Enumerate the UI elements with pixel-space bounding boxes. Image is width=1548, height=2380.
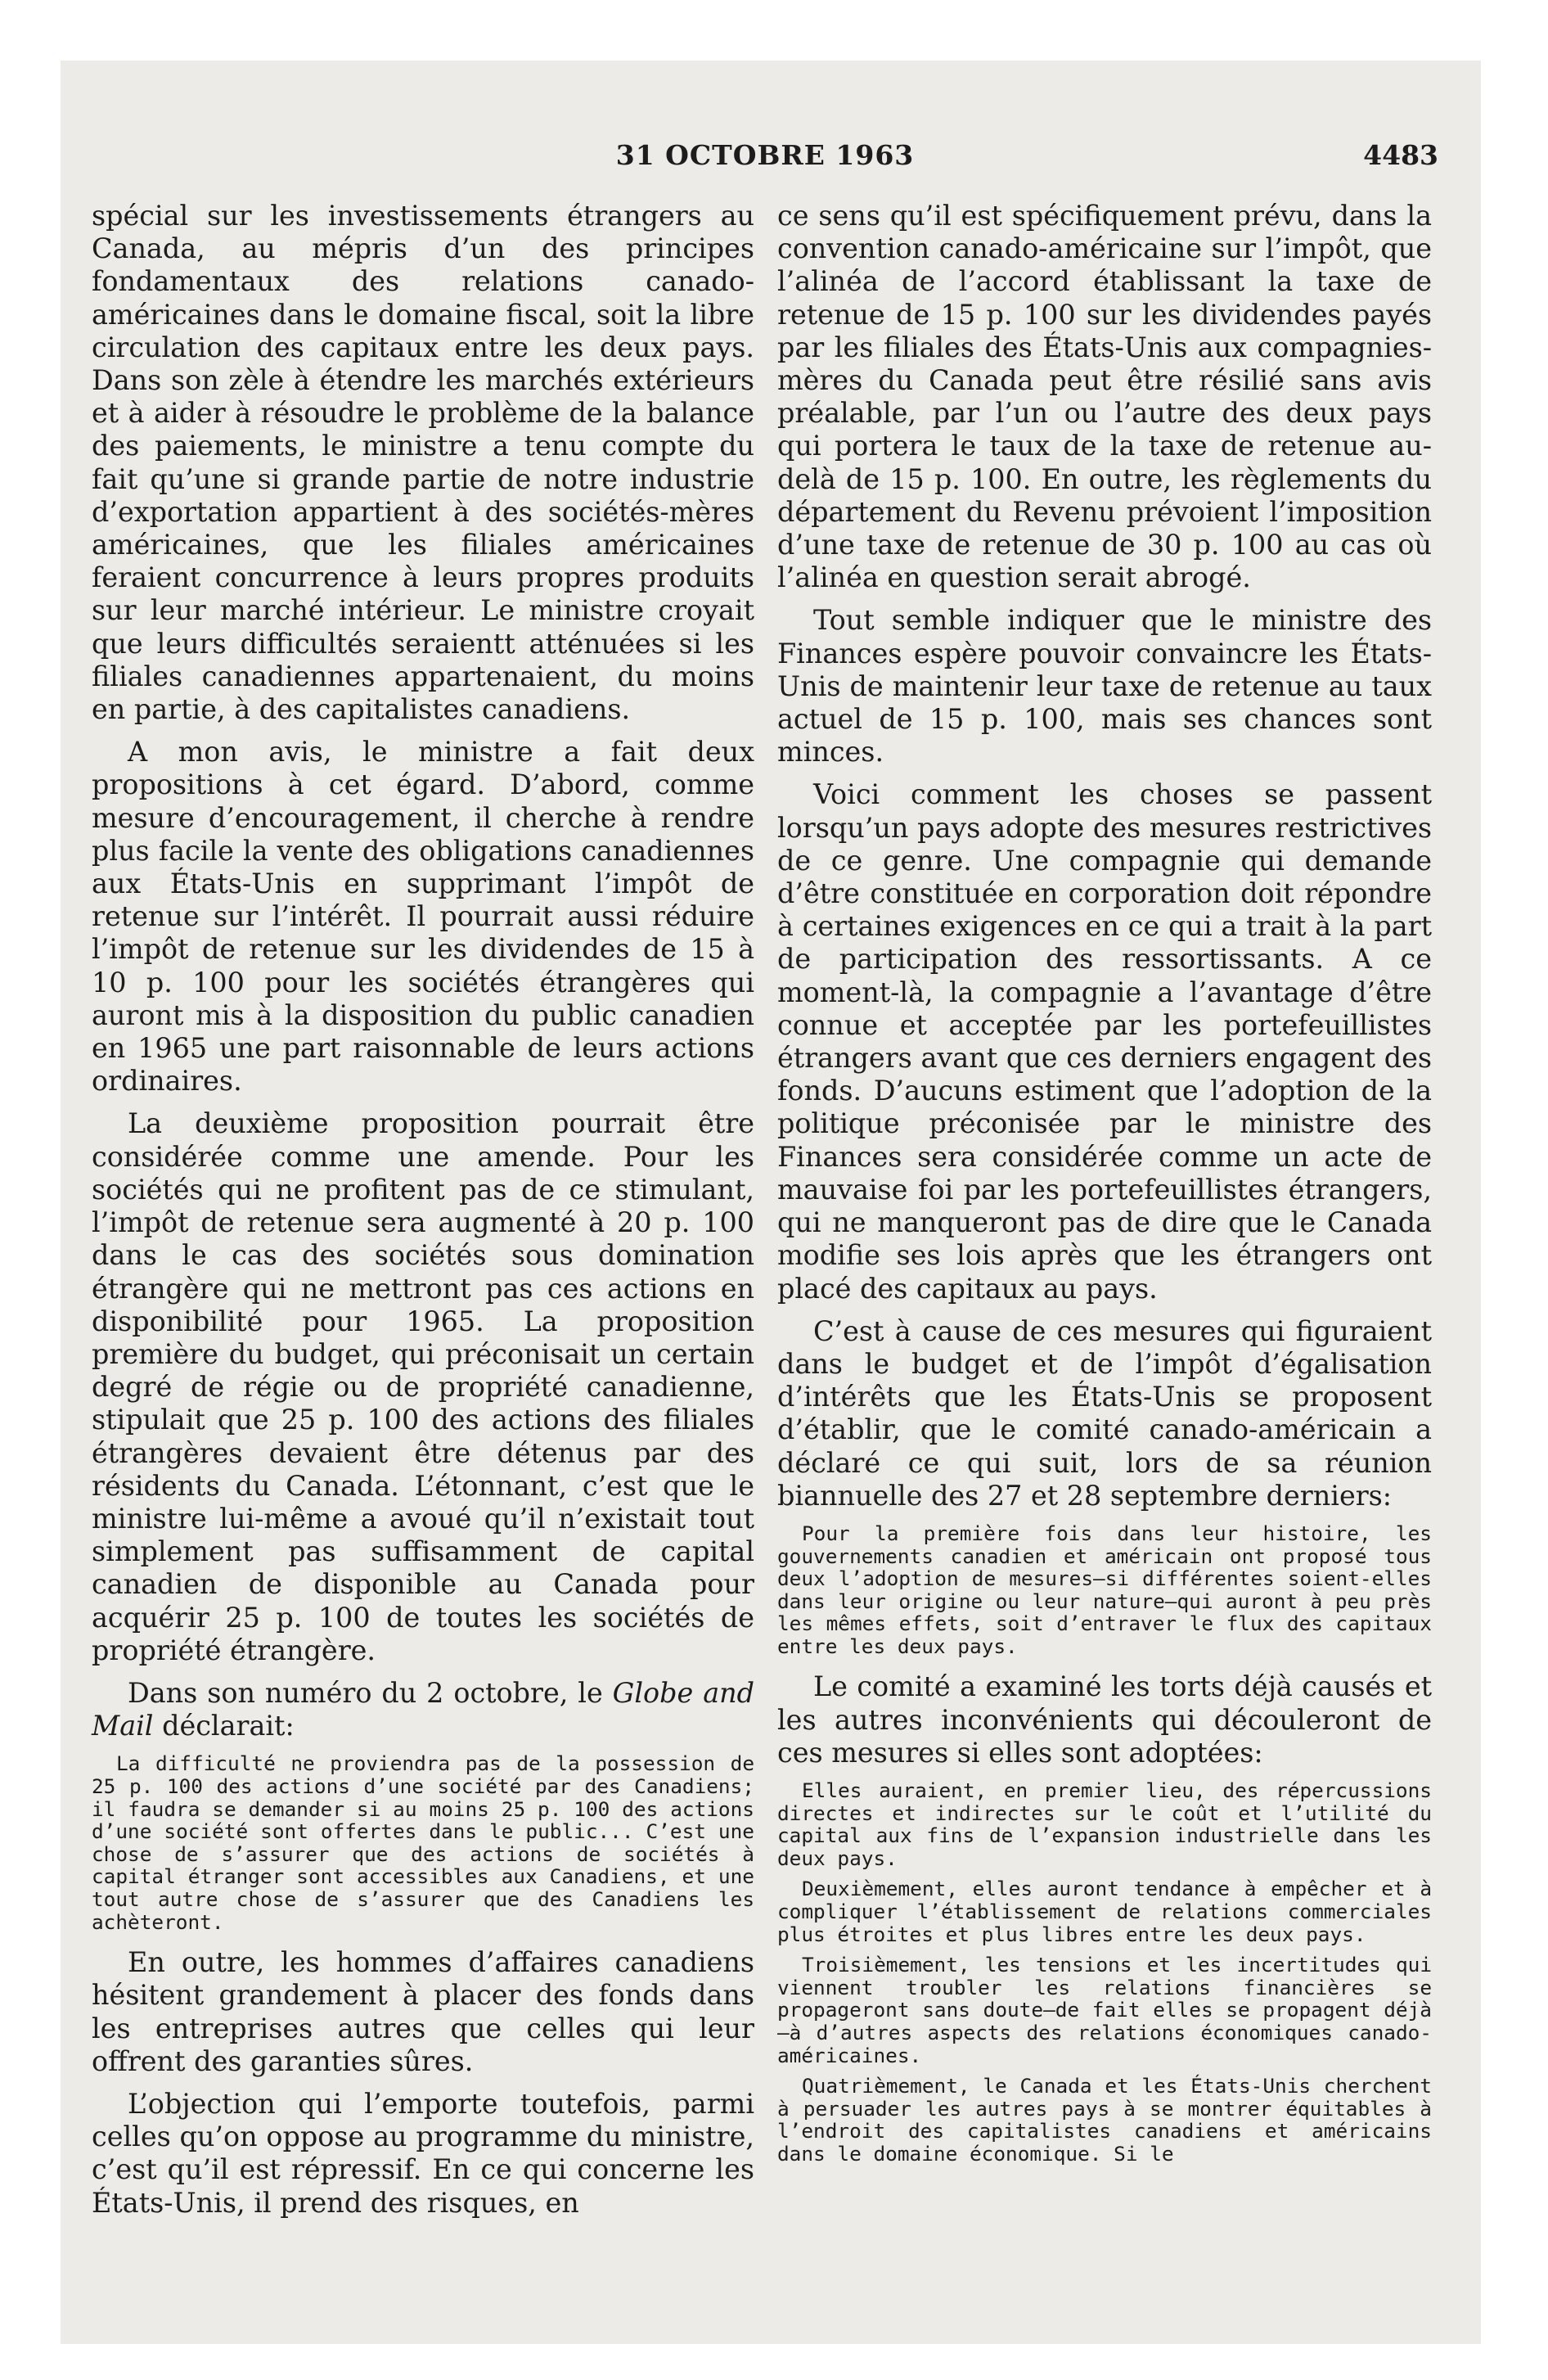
page-date: 31 OCTOBRE 1963 — [615, 139, 915, 171]
left-paragraph-5: En outre, les hommes d’affaires canadiens hésitent grandement à placer des fonds dans les entreprises autres que celles qui leur offrent des garanties sûres. — [92, 1946, 754, 2077]
quote-paragraph: Pour la première fois dans leur histoire, les gouvernements canadien et américain ont proposé tous deux l’adoption de mesures—si différentes soient-elles dans leur origine ou leur nature—qui auront à peu près les mêmes effets, soit d’entraver le flux des capitaux entre les deux pays. — [777, 1521, 1432, 1658]
left-paragraph-6: L’objection qui l’emporte toutefois, parmi celles qu’on oppose au programme du ministre, c’est qu’il est répressif. En ce qui concerne les États-Unis, il prend des risques, en — [92, 2087, 754, 2219]
left-paragraph-3: La deuxième proposition pourrait être considérée comme une amende. Pour les sociétés qui ne profitent pas de ce stimulant, l’impôt de retenue sera augmenté à 20 p. 100 dans le cas des sociétés sous domination étrangère qui ne mettront pas ces actions en disponibilité pour 1965. La proposition première du budget, qui préconisait un certain degré de régie ou de propriété canadienne, stipulait que 25 p. 100 des actions des filiales étrangères devaient être détenus par des résidents du Canada. L’étonnant, c’est que le ministre lui-même a avoué qu’il n’existait tout simplement pas suffisamment de capital canadien de disponible au Canada pour acquérir 25 p. 100 de toutes les sociétés de propriété étrangère. — [92, 1107, 754, 1666]
left-paragraph-4 — [92, 1677, 754, 1742]
quote-paragraph: Deuxièmement, elles auront tendance à empêcher et à compliquer l’établissement de relations commerciales plus étroites et plus libres entre les deux pays. — [777, 1877, 1432, 1946]
page-header — [92, 139, 1438, 180]
left-quotation — [92, 1752, 754, 1933]
quote-paragraph: La difficulté ne proviendra pas de la possession de 25 p. 100 des actions d’une société par des Canadiens; il faudra se demander si au moins 25 p. 100 des actions d’une société sont offertes dans le public... C’est une chose de s’assurer que des actions de sociétés à capital étranger sont accessibles aux Canadiens, et une tout autre chose de s’assurer que des Canadiens les achèteront. — [92, 1751, 754, 1934]
left-paragraph-1: spécial sur les investissements étrangers au Canada, au mépris d’un des principes fondamentaux des relations canado-américaines dans le domaine fiscal, soit la libre circulation des capitaux entre les deux pays. Dans son zèle à étendre les marchés extérieurs et à aider à résoudre le problème de la balance des paiements, le ministre a tenu compte du fait qu’une si grande partie de notre industrie d’exportation appartient à des sociétés-mères américaines, que les filiales américaines feraient concurrence à leurs propres produits sur leur marché intérieur. Le ministre croyait que leurs difficultés seraientt atténuées si les filiales canadiennes appartenaient, du moins en partie, à des capitalistes canadiens. — [92, 200, 754, 726]
quote-paragraph: Elles auraient, en premier lieu, des répercussions directes et indirectes sur le coût et l’utilité du capital aux fins de l’expansion industrielle dans les deux pays. — [777, 1778, 1432, 1870]
page-number: 4483 — [1363, 139, 1438, 171]
newspaper-title: Globe and Mail — [92, 1676, 754, 1742]
left-paragraph-2: A mon avis, le ministre a fait deux propositions à cet égard. D’abord, comme mesure d’encouragement, il cherche à rendre plus facile la vente des obligations canadiennes aux États-Unis en supprimant l’impôt de retenue sur l’intérêt. Il pourrait aussi réduire l’impôt de retenue sur les dividendes de 15 à 10 p. 100 pour les sociétés étrangères qui auront mis à la disposition du public canadien en 1965 une part raisonnable de leurs actions ordinaires. — [92, 736, 754, 1098]
quote-paragraph: Quatrièmement, le Canada et les États-Unis cherchent à persuader les autres pays à se montrer équitables à l’endroit des capitalistes canadiens et américains dans le domaine économique. Si le — [777, 2074, 1432, 2166]
left-column — [92, 200, 754, 2229]
text-run: déclarait: — [153, 1710, 295, 1742]
right-paragraph-4: C’est à cause de ces mesures qui figuraient dans le budget et de l’impôt d’égalisation d’intérêts que les États-Unis se proposent d’établir, que le comité canado-américain a déclaré ce qui suit, lors de sa réunion biannuelle des 27 et 28 septembre derniers: — [777, 1314, 1432, 1512]
right-paragraph-3: Voici comment les choses se passent lorsqu’un pays adopte des mesures restrictives de ce genre. Une compagnie qui demande d’être constituée en corporation doit répondre à certaines exigences en ce qui a trait à la part de participation des ressortissants. A ce moment-là, la compagnie a l’avantage d’être connue et acceptée par les portefeuillistes étrangers avant que ces derniers engagent des fonds. D’aucuns estiment que l’adoption de la politique préconisée par le ministre des Finances sera considérée comme un acte de mauvaise foi par les portefeuillistes étrangers, qui ne manqueront pas de dire que le Canada modifie ses lois après que les étrangers ont placé des capitaux au pays. — [777, 778, 1432, 1305]
quote-paragraph: Troisièmement, les tensions et les incertitudes qui viennent troubler les relations financières se propageront sans doute—de fait elles se propagent déjà—à d’autres aspects des relations économiques canado-américaines. — [777, 1953, 1432, 2067]
text-run: Dans son numéro du 2 octobre, le — [128, 1676, 613, 1709]
right-paragraph-2: Tout semble indiquer que le ministre des Finances espère pouvoir convaincre les États-Unis de maintenir leur taxe de retenue au taux actuel de 15 p. 100, mais ses chances sont minces. — [777, 604, 1432, 769]
right-column — [777, 200, 1432, 2179]
right-paragraph-1: ce sens qu’il est spécifiquement prévu, dans la convention canado-américaine sur l’impôt, que l’alinéa de l’accord établissant la taxe de retenue de 15 p. 100 sur les dividendes payés par les filiales des États-Unis aux compagnies-mères du Canada peut être résilié sans avis préalable, par l’un ou l’autre des deux pays qui portera le taux de la taxe de retenue au-delà de 15 p. 100. En outre, les règlements du département du Revenu prévoient l’imposition d’une taxe de retenue de 30 p. 100 au cas où l’alinéa en question serait abrogé. — [777, 200, 1432, 594]
right-quotation-2 — [777, 1779, 1432, 2166]
right-paragraph-5: Le comité a examiné les torts déjà causés et les autres inconvénients qui découleront de ces mesures si elles sont adoptées: — [777, 1670, 1432, 1769]
right-quotation-1 — [777, 1522, 1432, 1658]
